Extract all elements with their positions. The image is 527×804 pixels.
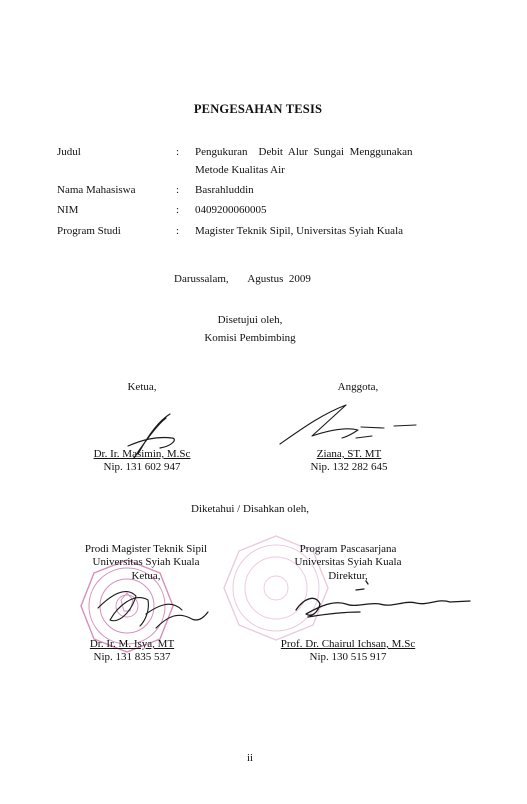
prodi-role: Ketua, — [131, 570, 161, 582]
anggota-nip: Nip. 132 282 645 — [310, 461, 388, 473]
field-separator: : — [176, 204, 180, 216]
field-value-nim: 0409200060005 — [195, 204, 267, 216]
field-separator: : — [176, 184, 180, 196]
pasca-line1: Program Pascasarjana — [299, 543, 397, 555]
signature-pasca — [296, 581, 470, 617]
signature-prodi — [98, 592, 208, 628]
field-label-judul: Judul — [57, 146, 81, 158]
field-separator: : — [176, 225, 180, 237]
ratified-label: Diketahui / Disahkan oleh, — [191, 503, 309, 515]
signature-ketua — [128, 414, 174, 458]
pasca-role: Direktur, — [328, 570, 368, 582]
pasca-name: Prof. Dr. Chairul Ichsan, M.Sc — [280, 638, 416, 650]
place-date: Darussalam, Agustus 2009 — [174, 273, 311, 285]
anggota-role: Anggota, — [337, 381, 379, 393]
prodi-name: Dr. Ir. M. Isya, MT — [89, 638, 175, 650]
prodi-line1: Prodi Magister Teknik Sipil — [84, 543, 208, 555]
pasca-line2: Universitas Syiah Kuala — [294, 556, 402, 568]
approval-line1: Disetujui oleh, — [217, 314, 283, 326]
field-value-prodi: Magister Teknik Sipil, Universitas Syiah Kuala — [195, 225, 404, 237]
field-value-judul: Pengukuran Debit Alur Sungai Menggunakan — [195, 146, 413, 158]
field-label-nim: NIM — [57, 204, 79, 216]
field-value-judul-cont: Metode Kualitas Air — [195, 164, 285, 176]
signature-anggota — [280, 405, 416, 444]
anggota-name: Ziana, ST. MT — [316, 448, 382, 460]
page-title: PENGESAHAN TESIS — [193, 102, 323, 116]
pasca-nip: Nip. 130 515 917 — [309, 651, 387, 663]
ketua-role: Ketua, — [127, 381, 157, 393]
prodi-line2: Universitas Syiah Kuala — [92, 556, 200, 568]
approval-line2: Komisi Pembimbing — [204, 332, 296, 344]
field-separator: : — [176, 146, 180, 158]
field-label-nama: Nama Mahasiswa — [57, 184, 136, 196]
ketua-name: Dr. Ir. Masimin, M.Sc — [93, 448, 191, 460]
field-label-prodi: Program Studi — [57, 225, 121, 237]
prodi-nip: Nip. 131 835 537 — [93, 651, 171, 663]
field-value-nama: Basrahluddin — [195, 184, 254, 196]
ketua-nip: Nip. 131 602 947 — [103, 461, 181, 473]
page-number: ii — [246, 752, 254, 764]
